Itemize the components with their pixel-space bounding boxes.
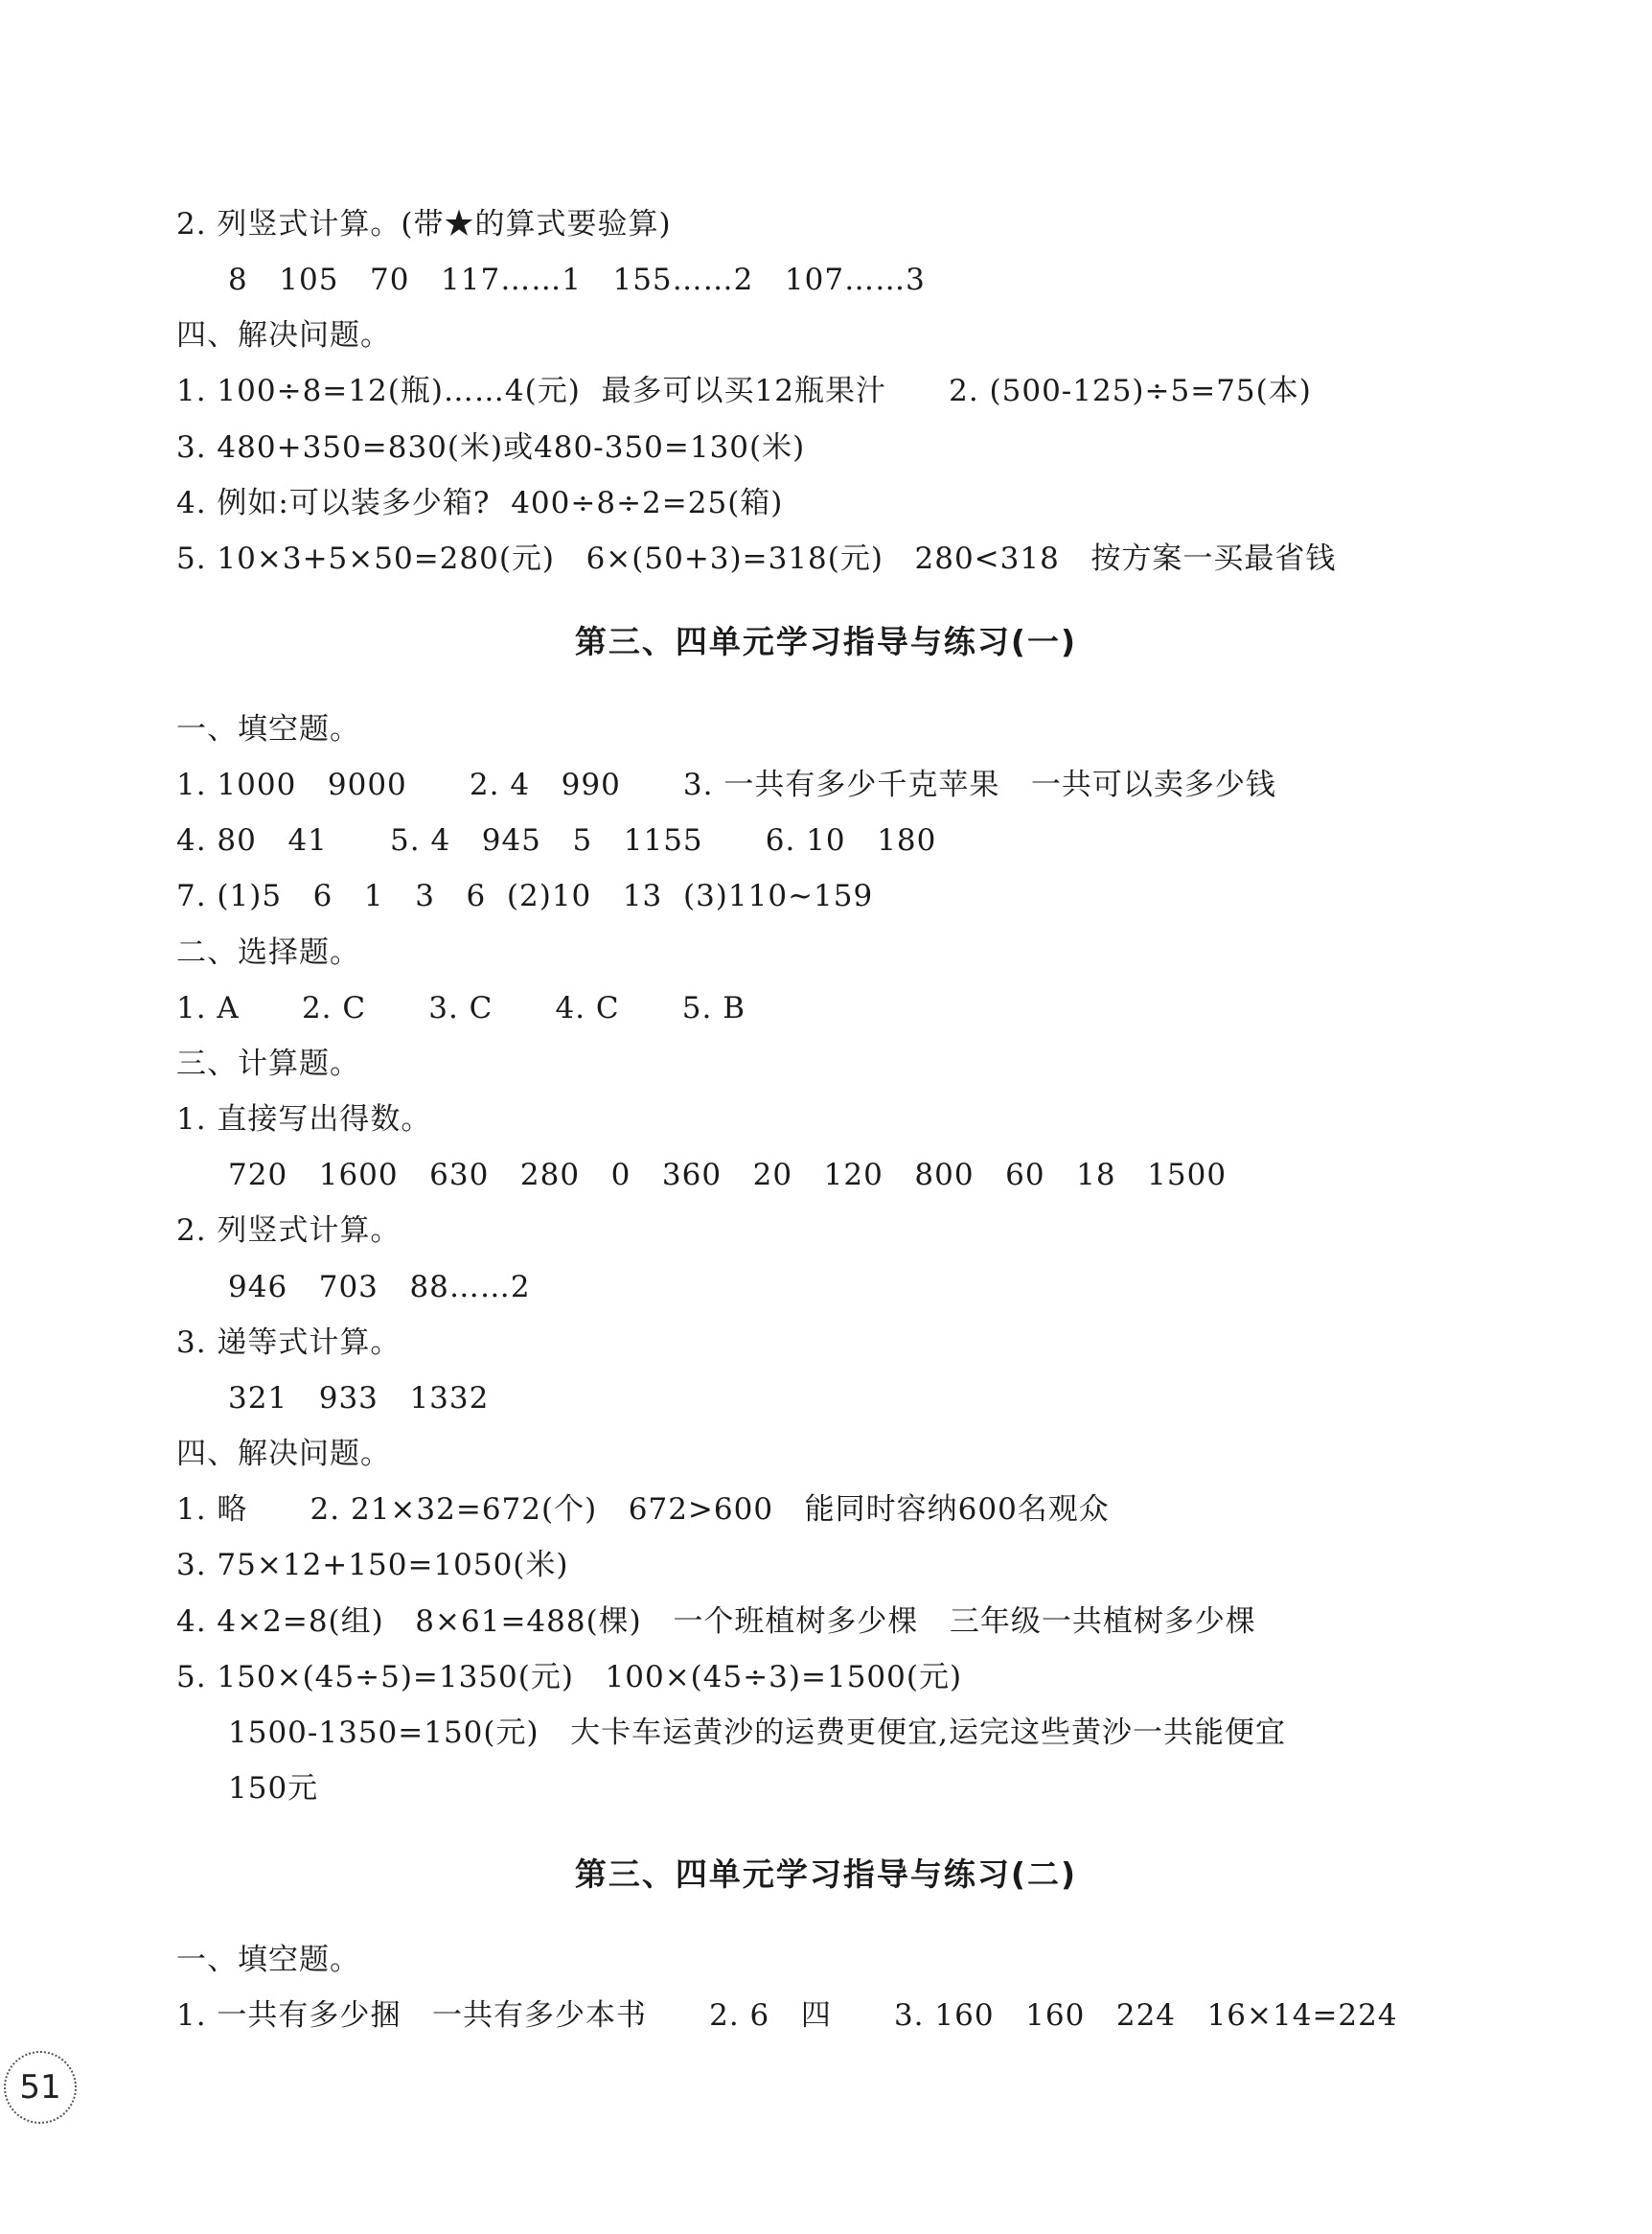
unit1-calc-1-title: 1. 直接写出得数。	[176, 1102, 432, 1137]
question-2-answers: 8 105 70 117……1 155……2 107……3	[228, 263, 926, 297]
unit-heading-one: 第三、四单元学习指导与练习(一)	[574, 623, 1078, 660]
unit-heading-two: 第三、四单元学习指导与练习(二)	[574, 1855, 1078, 1893]
section-4-title: 四、解决问题。	[176, 318, 391, 353]
unit1-calc-2-answers: 946 703 88……2	[228, 1270, 531, 1304]
unit1-problem-3: 3. 75×12+150=1050(米)	[176, 1548, 569, 1582]
question-2-title: 2. 列竖式计算。(带★的算式要验算)	[176, 207, 672, 242]
unit1-problem-5: 5. 150×(45÷5)=1350(元) 100×(45÷3)=1500(元)	[176, 1660, 963, 1694]
unit2-fill-title: 一、填空题。	[176, 1943, 360, 1977]
unit1-problem-5-cont-2: 150元	[228, 1771, 319, 1806]
problem-5-answer: 5. 10×3+5×50=280(元) 6×(50+3)=318(元) 280<318 按方案一买最省钱	[176, 541, 1337, 576]
page-number-badge	[4, 2051, 77, 2124]
unit1-calc-1-answers: 720 1600 630 280 0 360 20 120 800 60 18 1500	[228, 1158, 1228, 1192]
unit1-choice-title: 二、选择题。	[176, 935, 360, 970]
unit1-calc-3-title: 3. 递等式计算。	[176, 1325, 402, 1360]
unit2-fill-1-3: 1. 一共有多少捆 一共有多少本书 2. 6 四 3. 160 160 224 16×14=224	[176, 1998, 1398, 2033]
unit1-fill-4-6: 4. 80 41 5. 4 945 5 1155 6. 10 180	[176, 823, 937, 858]
page-number: 51	[19, 2068, 61, 2107]
unit1-problem-5-cont-1: 1500-1350=150(元) 大卡车运黄沙的运费更便宜,运完这些黄沙一共能便宜	[228, 1716, 1287, 1750]
unit1-calc-title: 三、计算题。	[176, 1047, 360, 1081]
problem-4-answer: 4. 例如:可以装多少箱? 400÷8÷2=25(箱)	[176, 486, 784, 520]
unit1-fill-7: 7. (1)5 6 1 3 6 (2)10 13 (3)110~159	[176, 879, 874, 913]
unit1-calc-2-title: 2. 列竖式计算。	[176, 1213, 402, 1248]
unit1-fill-title: 一、填空题。	[176, 712, 360, 747]
unit1-problem-4: 4. 4×2=8(组) 8×61=488(棵) 一个班植树多少棵 三年级一共植树多少棵	[176, 1604, 1256, 1639]
problem-3-answer: 3. 480+350=830(米)或480-350=130(米)	[176, 430, 806, 465]
unit1-problem-1-2: 1. 略 2. 21×32=672(个) 672>600 能同时容纳600名观众	[176, 1492, 1110, 1527]
unit1-choice-answers: 1. A 2. C 3. C 4. C 5. B	[176, 991, 746, 1025]
problem-1-2-answer: 1. 100÷8=12(瓶)……4(元) 最多可以买12瓶果汁 2. (500-125)÷5=75(本)	[176, 374, 1312, 408]
unit1-fill-1-3: 1. 1000 9000 2. 4 990 3. 一共有多少千克苹果 一共可以卖多少钱	[176, 768, 1276, 802]
unit1-problem-title: 四、解决问题。	[176, 1437, 391, 1471]
unit1-calc-3-answers: 321 933 1332	[228, 1381, 490, 1416]
